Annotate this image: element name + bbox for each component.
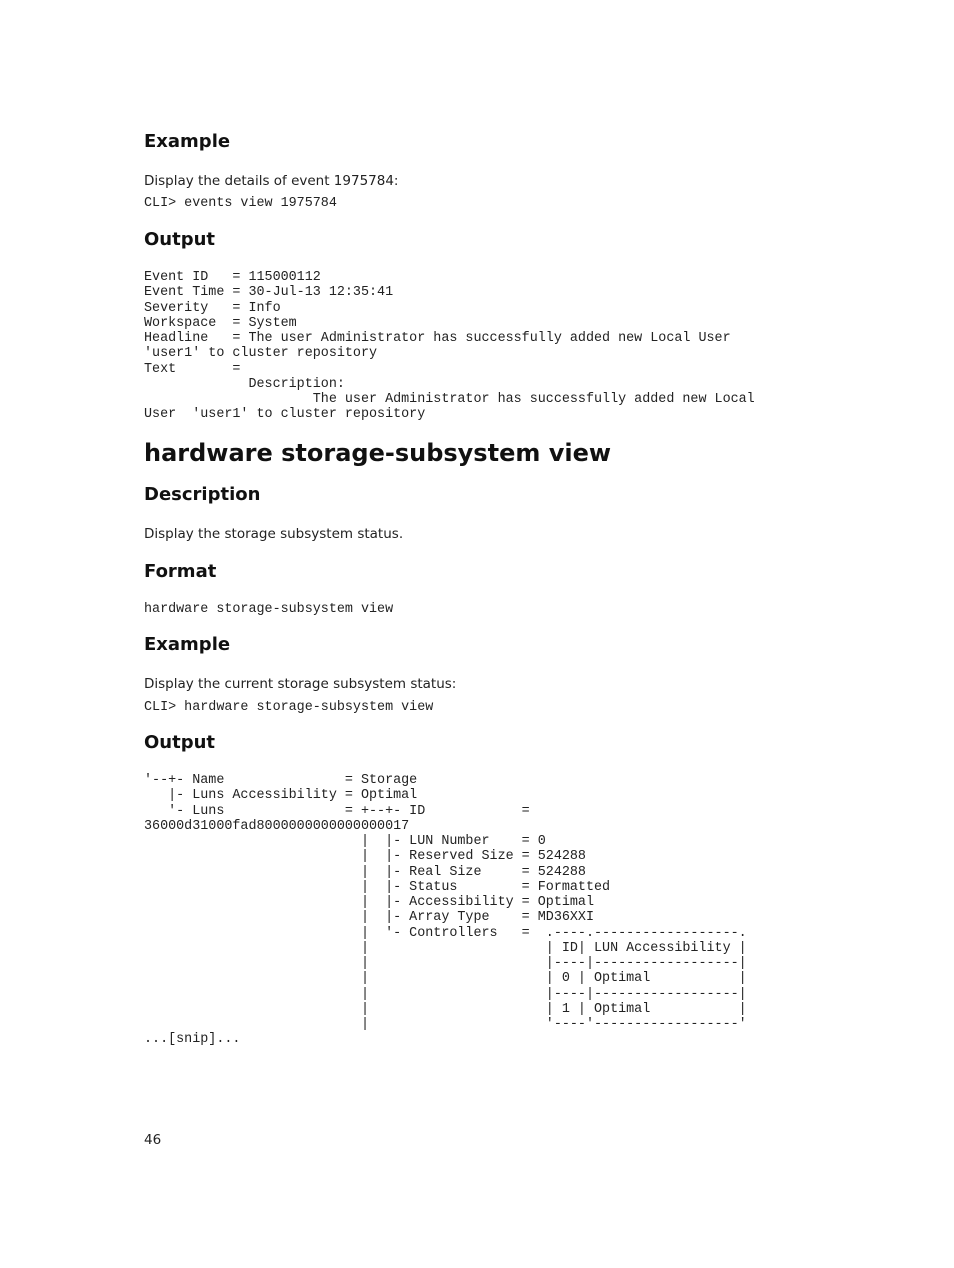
output-code-block: Event ID = 115000112 Event Time = 30-Jul-13 12:35:41 Severity = Info Workspace = System Headline = The user Administrator has successfully added new Local User 'user1' to cluster repository Text = Description: The user Administrator has successfully added new Local User 'user1' to cluster repository bbox=[144, 270, 755, 423]
description-text: Display the storage subsystem status. bbox=[144, 526, 404, 542]
example-text: Display the details of event 1975784: bbox=[144, 173, 399, 189]
output-code-block-2: '--+- Name = Storage |- Luns Accessibility = Optimal '- Luns = +--+- ID = 36000d31000fad8000000000000000017 | |- LUN Number = 0 | |- Reserved Size = 524288 | |- Real Size = 524288 | |- Status = Formatted | |- Accessibility = Optimal | |- Array Type = MD36XXI | '- Controllers = .----.------------------. | | ID| LUN Accessibility | | |----|------------------| | | 0 | Optimal | | |----|------------------| | | 1 | Optimal | | '----'------------------' ...[snip]... bbox=[144, 773, 747, 1048]
section-title: hardware storage-subsystem view bbox=[144, 439, 612, 467]
format-heading: Format bbox=[144, 561, 217, 582]
format-command: hardware storage-subsystem view bbox=[144, 602, 394, 617]
output-heading: Output bbox=[144, 229, 216, 250]
example-command: CLI> events view 1975784 bbox=[144, 196, 337, 211]
example-command-2: CLI> hardware storage-subsystem view bbox=[144, 700, 434, 715]
output-heading-2: Output bbox=[144, 732, 216, 753]
example-heading: Example bbox=[144, 131, 231, 152]
description-heading: Description bbox=[144, 484, 261, 505]
example-text-2: Display the current storage subsystem status: bbox=[144, 676, 457, 692]
page-number: 46 bbox=[144, 1132, 162, 1148]
example-heading-2: Example bbox=[144, 634, 231, 655]
